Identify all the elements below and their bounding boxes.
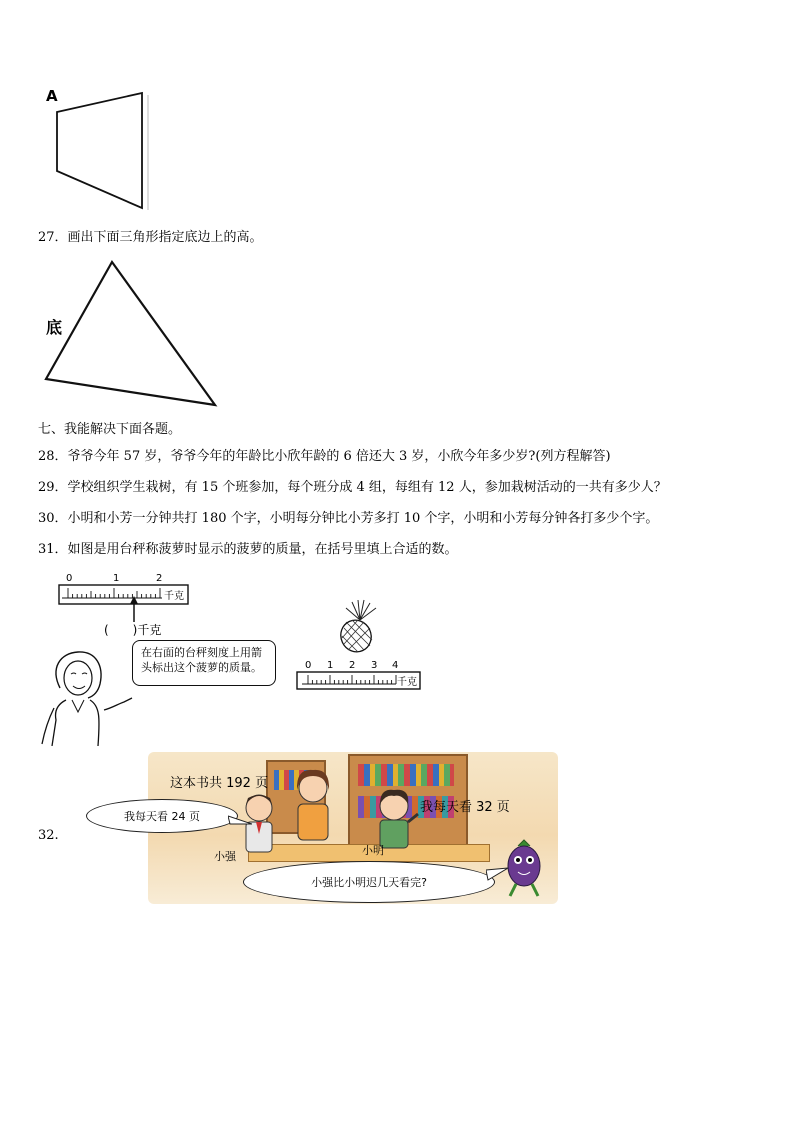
qiang-speech-text: 我每天看 24 页: [124, 810, 200, 823]
base-label: 底: [46, 318, 63, 337]
ruler1-arrow: [129, 596, 139, 622]
girl-librarian: [288, 766, 338, 844]
boy-xiaoming: [370, 786, 422, 850]
ruler2-tick-3: 3: [371, 660, 378, 671]
question-28: 28．爷爷今年 57 岁，爷爷今年的年龄比小欣年龄的 6 倍还大 3 岁，小欣今年多少岁?(列方程解答): [38, 449, 611, 464]
ming-speech-text: 我每天看 32 页: [420, 800, 510, 815]
ruler1-tick-0: 0: [66, 573, 73, 584]
teacher-illustration: [38, 648, 138, 746]
question-bubble-tail: [486, 866, 508, 882]
books-row-1: [358, 764, 454, 786]
ruler2-tick-2: 2: [349, 660, 356, 671]
ruler1-tick-1: 1: [113, 573, 120, 584]
q26-figure: [40, 85, 160, 215]
question-32-number: 32.: [38, 828, 59, 843]
question-29: 29．学校组织学生栽树，有 15 个班参加，每个班分成 4 组，每组有 12 人，参加栽树活动的一共有多少人？: [38, 480, 667, 495]
ruler1-unit: 千克: [164, 591, 184, 602]
qiang-speech-bubble: [86, 799, 238, 833]
speech-text: 在右面的台秤刻度上用箭头标出这个菠萝的质量。: [141, 646, 262, 674]
scale-ruler-2: [296, 660, 422, 690]
triangle-shape: [40, 255, 230, 415]
question-speech-bubble: [243, 861, 495, 903]
ruler2-tick-1: 1: [327, 660, 334, 671]
name-xiaoqiang: 小强: [214, 850, 236, 863]
speech-bubble-teacher: [132, 640, 276, 686]
question-27: 27．画出下面三角形指定底边上的高。: [38, 230, 263, 245]
answer-blank[interactable]: ( )千克: [104, 623, 162, 637]
book-total-text: 这本书共 192 页: [170, 776, 269, 791]
qiang-bubble-tail: [228, 814, 252, 828]
ruler2-tick-0: 0: [305, 660, 312, 671]
name-xiaoming: 小明: [362, 844, 384, 857]
question-speech-text: 小强比小明迟几天看完?: [311, 876, 427, 889]
vertex-label-a: A: [46, 87, 58, 105]
quadrilateral-shape: [40, 85, 160, 215]
pineapple-icon: [334, 598, 386, 654]
ruler1-tick-2: 2: [156, 573, 163, 584]
question-30: 30．小明和小芳一分钟共打 180 个字，小明每分钟比小芳多打 10 个字，小明和小芳每分钟各打多少个字。: [38, 511, 659, 526]
ruler2-unit: 千克: [397, 677, 417, 688]
ruler2-tick-4: 4: [392, 660, 399, 671]
q27-figure: [40, 255, 230, 415]
scale-ruler-1: [58, 573, 190, 605]
section-7-title: 七、我能解决下面各题。: [38, 422, 182, 437]
question-31: 31．如图是用台秤称菠萝时显示的菠萝的质量，在括号里填上合适的数。: [38, 542, 458, 557]
